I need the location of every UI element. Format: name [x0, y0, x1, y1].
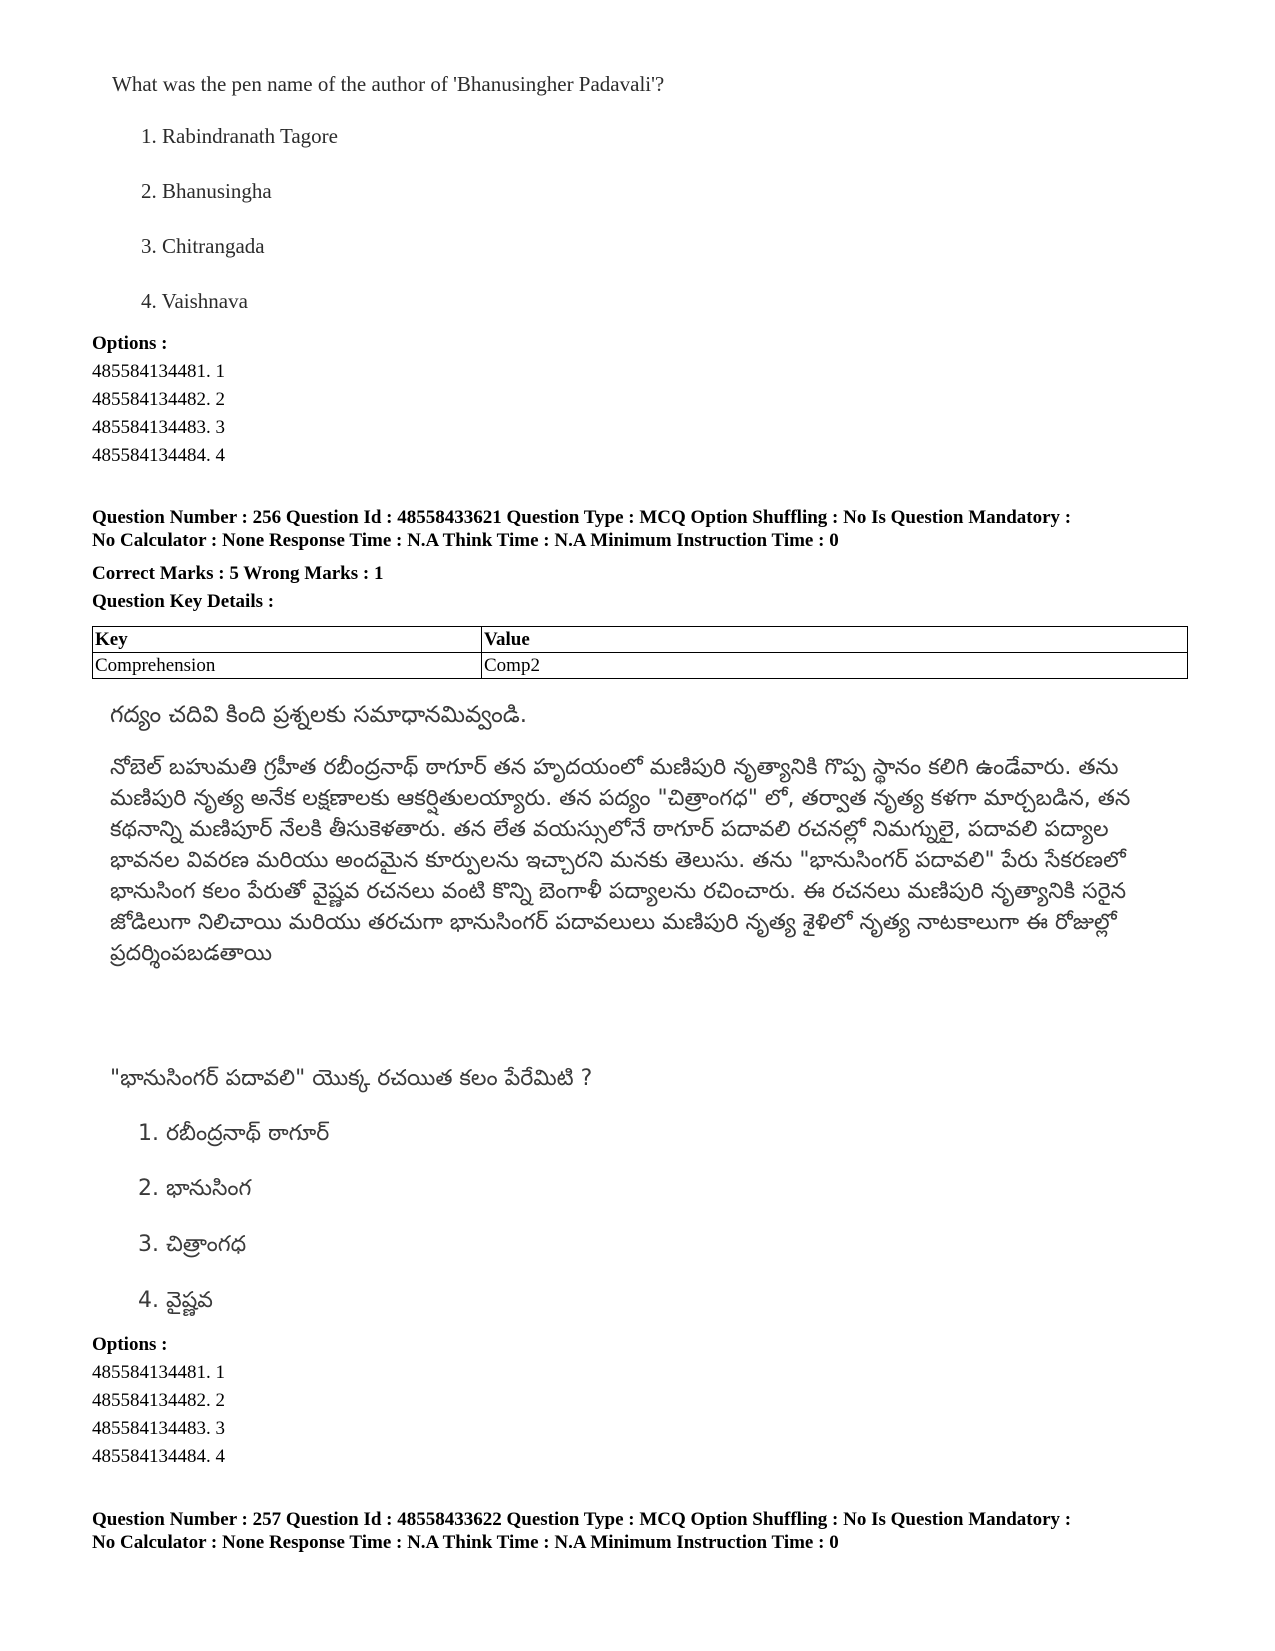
table-header-row — [93, 627, 1188, 653]
choice-4: 4. Vaishnava — [141, 289, 248, 313]
option-id-4: 485584134484. 4 — [92, 1446, 225, 1467]
question-text-telugu: "భానుసింగర్ పదావలి" యొక్క రచయిత కలం పేరేమిటి ? — [110, 1066, 593, 1091]
options-label: Options : — [92, 1334, 168, 1355]
choice-2: 2. భానుసింగ — [138, 1176, 252, 1201]
option-id-1: 485584134481. 1 — [92, 361, 225, 382]
question-meta-line1: Question Number : 256 Question Id : 48558433621 Question Type : MCQ Option Shuffling : No Is Question Mandatory : — [92, 507, 1072, 528]
option-id-2: 485584134482. 2 — [92, 1390, 225, 1411]
table-header-value: Value — [482, 627, 1188, 653]
table-cell-value: Comp2 — [482, 653, 1188, 679]
choice-1: 1. రబీంద్రనాథ్ ఠాగూర్ — [138, 1121, 330, 1146]
question-meta-line1: Question Number : 257 Question Id : 48558433622 Question Type : MCQ Option Shuffling : No Is Question Mandatory : — [92, 1509, 1072, 1530]
question-meta-line2: No Calculator : None Response Time : N.A Think Time : N.A Minimum Instruction Time : 0 — [92, 1532, 839, 1553]
question-meta — [92, 506, 1202, 552]
option-id-3: 485584134483. 3 — [92, 417, 225, 438]
key-details-label: Question Key Details : — [92, 591, 275, 612]
key-details-table — [92, 626, 1188, 679]
passage-text: నోబెల్ బహుమతి గ్రహీత రబీంద్రనాథ్ ఠాగూర్ తన హృదయంలో మణిపురి నృత్యానికి గొప్ప స్థానం కలిగి ఉండేవారు. తను మణిపురి నృత్య అనేక లక్షణాలకు ఆకర్షితులయ్యారు. తన పద్యం "చిత్రాంగధ" లో, తర్వాత నృత్య కళగా మార్చబడిన, తన కథనాన్ని మణిపూర్ నేలకి తీసుకెళతారు. తన లేత వయస్సులోనే ఠాగూర్ పదావలి రచనల్లో నిమగ్నులై, పదావలి పద్యాల భావనల వివరణ మరియు అందమైన కూర్పులను ఇచ్చారని మనకు తెలుసు. తను "భానుసింగర్ పదావలి" పేరు సేకరణలో భానుసింగ కలం పేరుతో వైష్ణవ రచనలు వంటి కొన్ని బెంగాళీ పద్యాలను రచించారు. ఈ రచనలు మణిపురి నృత్యానికి సరైన జోడిలుగా నిలిచాయి మరియు తరచుగా భానుసింగర్ పదావలులు మణిపురి నృత్య శైళిలో నృత్య నాటకాలుగా ఈ రోజుల్లో ప్రదర్శింపబడతాయి — [110, 755, 1131, 966]
passage-instruction: గద్యం చదివి కింది ప్రశ్నలకు సమాధానమివ్వండి. — [110, 702, 528, 728]
choice-2: 2. Bhanusingha — [141, 179, 272, 203]
choice-1: 1. Rabindranath Tagore — [141, 124, 338, 148]
question-text: What was the pen name of the author of 'Bhanusingher Padavali'? — [112, 72, 665, 96]
table-cell-key: Comprehension — [93, 653, 482, 679]
options-label: Options : — [92, 333, 168, 354]
option-id-3: 485584134483. 3 — [92, 1418, 225, 1439]
option-id-2: 485584134482. 2 — [92, 389, 225, 410]
table-header-key: Key — [93, 627, 482, 653]
question-meta-line2: No Calculator : None Response Time : N.A Think Time : N.A Minimum Instruction Time : 0 — [92, 530, 839, 551]
choice-3: 3. చిత్రాంగధ — [138, 1232, 247, 1257]
option-id-4: 485584134484. 4 — [92, 445, 225, 466]
option-id-1: 485584134481. 1 — [92, 1362, 225, 1383]
choice-4: 4. వైష్ణవ — [138, 1288, 213, 1313]
question-image-english — [112, 72, 872, 344]
question-meta — [92, 1508, 1202, 1554]
table-row — [93, 653, 1188, 679]
marks-line: Correct Marks : 5 Wrong Marks : 1 — [92, 563, 384, 584]
choice-3: 3. Chitrangada — [141, 234, 265, 258]
